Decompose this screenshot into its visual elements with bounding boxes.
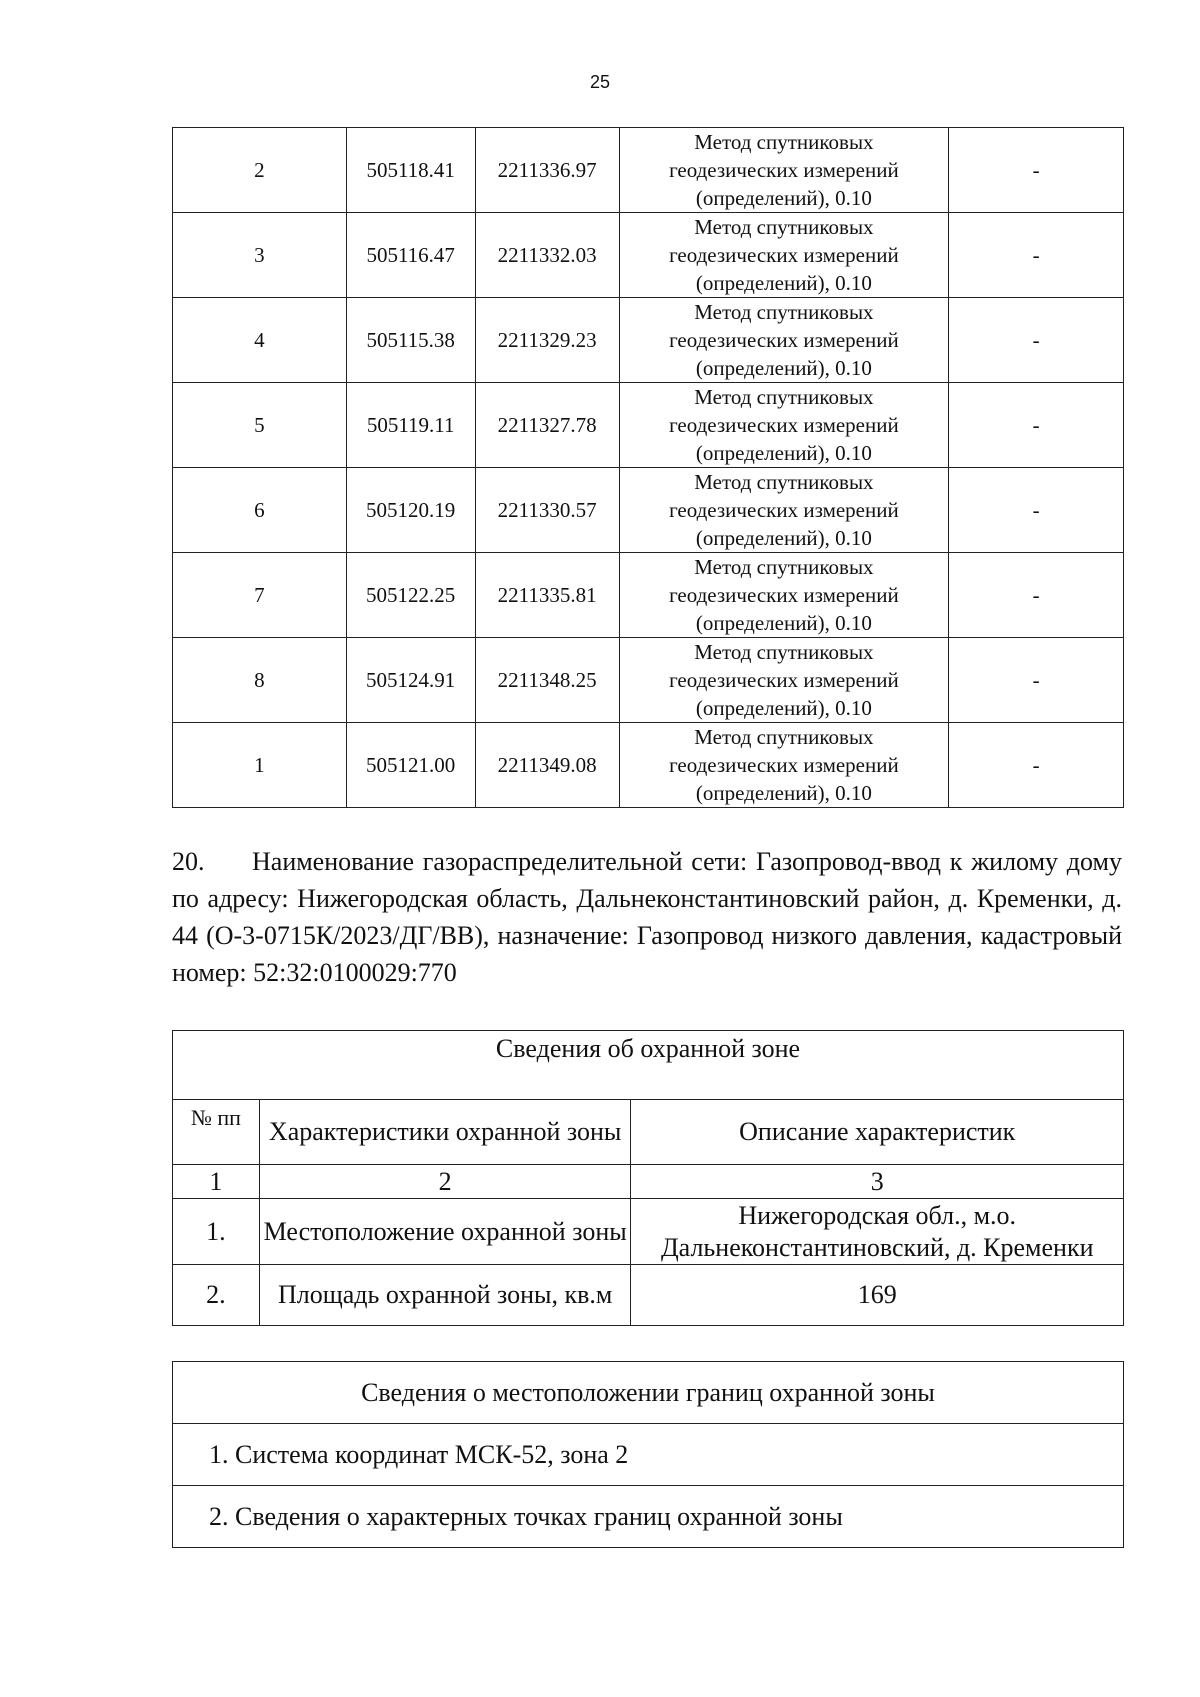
method-line: (определений), 0.10 xyxy=(695,526,872,550)
method-line: Метод спутниковых xyxy=(694,470,874,494)
note-cell: - xyxy=(949,468,1124,553)
coordinate-row xyxy=(173,128,1124,213)
y-coordinate-cell: 2211336.97 xyxy=(475,128,619,213)
section-text: Наименование газораспределительной сети: Газопровод-ввод к жилому дому по адресу: Нижегородская область, Дальнеконстантиновский район, д. Кременки, д. 44 (О-3-0715К/2023/ДГ/ВВ), назначение: Газопровод низкого давления, кадастровый номер: 52:32:0100029:770 xyxy=(172,847,1122,987)
method-line: Метод спутниковых xyxy=(694,640,874,664)
x-coordinate-cell: 505118.41 xyxy=(346,128,475,213)
point-number-cell: 1 xyxy=(173,723,347,808)
method-line: геодезических измерений xyxy=(669,753,899,777)
x-coordinate-cell: 505124.91 xyxy=(346,638,475,723)
page-number: 25 xyxy=(589,72,611,92)
coordinate-row xyxy=(173,213,1124,298)
x-coordinate-cell: 505115.38 xyxy=(346,298,475,383)
y-coordinate-cell: 2211329.23 xyxy=(475,298,619,383)
y-coordinate-cell: 2211349.08 xyxy=(475,723,619,808)
note-cell: - xyxy=(949,128,1124,213)
index-cell: 2 xyxy=(259,1165,631,1199)
note-cell: - xyxy=(949,553,1124,638)
method-cell xyxy=(619,723,949,808)
method-line: (определений), 0.10 xyxy=(695,186,872,210)
method-line: геодезических измерений xyxy=(669,583,899,607)
method-cell xyxy=(619,553,949,638)
row-characteristic: Площадь охранной зоны, кв.м xyxy=(259,1265,631,1326)
note-cell: - xyxy=(949,383,1124,468)
x-coordinate-cell: 505122.25 xyxy=(346,553,475,638)
zone-table-title: Сведения об охранной зоне xyxy=(173,1031,1124,1100)
section-paragraph xyxy=(172,843,1122,991)
coordinates-table xyxy=(172,127,1124,808)
row-value: 169 xyxy=(631,1265,1124,1326)
zone-boundaries-table xyxy=(172,1361,1124,1548)
method-line: геодезических измерений xyxy=(669,243,899,267)
point-number-cell: 3 xyxy=(173,213,347,298)
coordinate-row xyxy=(173,298,1124,383)
y-coordinate-cell: 2211335.81 xyxy=(475,553,619,638)
row-value: Нижегородская обл., м.о. Дальнеконстантиновский, д. Кременки xyxy=(631,1199,1124,1265)
method-line: Метод спутниковых xyxy=(694,555,874,579)
coordinate-row xyxy=(173,468,1124,553)
protection-zone-table xyxy=(172,1030,1124,1326)
x-coordinate-cell: 505121.00 xyxy=(346,723,475,808)
method-cell xyxy=(619,213,949,298)
method-line: Метод спутниковых xyxy=(694,130,874,154)
coordinate-row xyxy=(173,638,1124,723)
header-num: № пп xyxy=(173,1100,260,1165)
method-line: геодезических измерений xyxy=(669,668,899,692)
note-cell: - xyxy=(949,298,1124,383)
bounds-table-title: Сведения о местоположении границ охранной зоны xyxy=(173,1362,1124,1424)
coordinate-row xyxy=(173,383,1124,468)
note-cell: - xyxy=(949,638,1124,723)
method-line: Метод спутниковых xyxy=(694,385,874,409)
note-cell: - xyxy=(949,723,1124,808)
point-number-cell: 5 xyxy=(173,383,347,468)
y-coordinate-cell: 2211332.03 xyxy=(475,213,619,298)
x-coordinate-cell: 505119.11 xyxy=(346,383,475,468)
point-number-cell: 7 xyxy=(173,553,347,638)
method-line: (определений), 0.10 xyxy=(695,441,872,465)
x-coordinate-cell: 505120.19 xyxy=(346,468,475,553)
point-number-cell: 6 xyxy=(173,468,347,553)
coordinate-row xyxy=(173,723,1124,808)
method-line: (определений), 0.10 xyxy=(695,356,872,380)
method-cell xyxy=(619,383,949,468)
method-cell xyxy=(619,638,949,723)
method-line: геодезических измерений xyxy=(669,498,899,522)
method-line: (определений), 0.10 xyxy=(695,271,872,295)
y-coordinate-cell: 2211348.25 xyxy=(475,638,619,723)
row-number: 2. xyxy=(173,1265,260,1326)
row-number: 1. xyxy=(173,1199,260,1265)
x-coordinate-cell: 505116.47 xyxy=(346,213,475,298)
method-line: Метод спутниковых xyxy=(694,725,874,749)
bounds-item: 1. Система координат МСК-52, зона 2 xyxy=(173,1424,1124,1486)
coordinate-row xyxy=(173,553,1124,638)
method-line: геодезических измерений xyxy=(669,413,899,437)
method-line: Метод спутниковых xyxy=(694,300,874,324)
row-characteristic: Местоположение охранной зоны xyxy=(259,1199,631,1265)
method-cell xyxy=(619,468,949,553)
bounds-item: 2. Сведения о характерных точках границ охранной зоны xyxy=(173,1486,1124,1548)
header-description: Описание характеристик xyxy=(631,1100,1124,1165)
header-characteristics: Характеристики охранной зоны xyxy=(259,1100,631,1165)
section-number: 20. xyxy=(172,847,205,876)
method-line: (определений), 0.10 xyxy=(695,611,872,635)
method-cell xyxy=(619,298,949,383)
point-number-cell: 2 xyxy=(173,128,347,213)
method-line: (определений), 0.10 xyxy=(695,696,872,720)
method-line: Метод спутниковых xyxy=(694,215,874,239)
note-cell: - xyxy=(949,213,1124,298)
index-cell: 3 xyxy=(631,1165,1124,1199)
method-cell xyxy=(619,128,949,213)
method-line: геодезических измерений xyxy=(669,158,899,182)
index-cell: 1 xyxy=(173,1165,260,1199)
y-coordinate-cell: 2211327.78 xyxy=(475,383,619,468)
method-line: геодезических измерений xyxy=(669,328,899,352)
y-coordinate-cell: 2211330.57 xyxy=(475,468,619,553)
point-number-cell: 4 xyxy=(173,298,347,383)
point-number-cell: 8 xyxy=(173,638,347,723)
method-line: (определений), 0.10 xyxy=(695,781,872,805)
